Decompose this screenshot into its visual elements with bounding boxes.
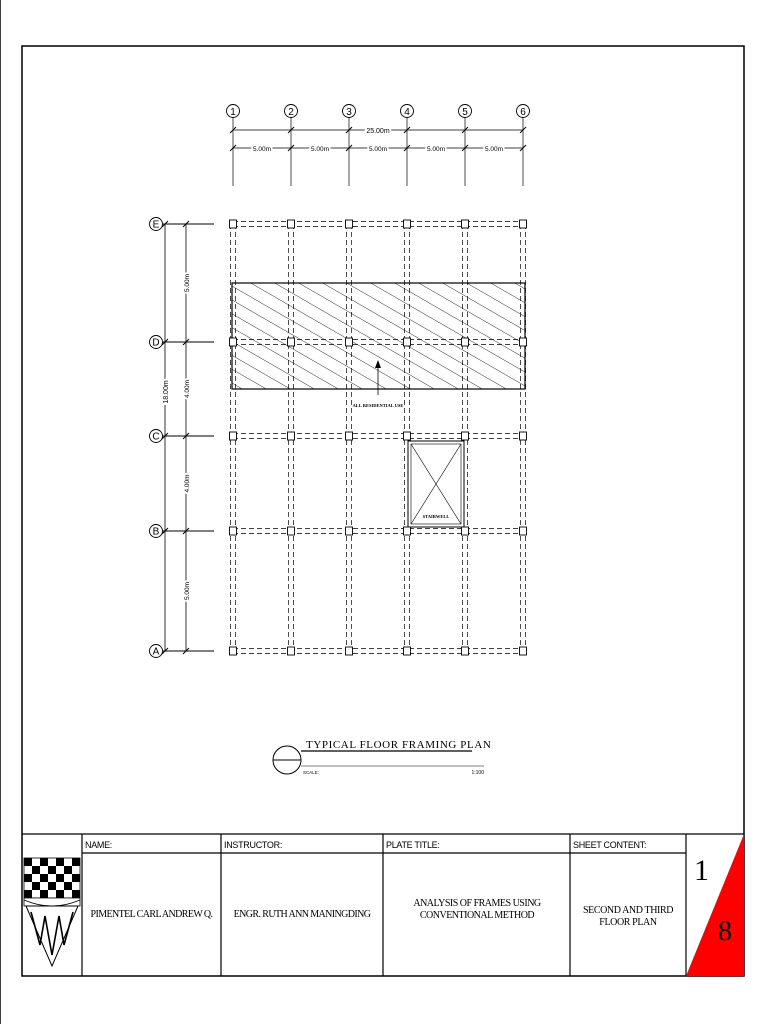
column-marker xyxy=(404,338,411,346)
plan-title: TYPICAL FLOOR FRAMING PLAN xyxy=(306,739,492,751)
row-label: B xyxy=(152,526,160,538)
plate-title-value: ANALYSIS OF FRAMES USING CONVENTIONAL METHOD xyxy=(413,898,541,921)
left-dimensions xyxy=(165,224,186,651)
row-label: C xyxy=(152,431,160,443)
bay-width-label: 5.00m xyxy=(310,146,330,153)
column-marker xyxy=(520,647,527,655)
stairwell-label: STAIRWELL xyxy=(422,514,450,519)
column-marker xyxy=(288,432,295,440)
column-marker xyxy=(520,338,527,346)
column-label: 4 xyxy=(404,107,410,118)
bay-depth-label: 5.00m xyxy=(184,273,191,293)
column-marker xyxy=(462,527,469,535)
residential-label: ALL RESIDENTIAL USE xyxy=(352,403,404,408)
column-marker xyxy=(230,432,237,440)
column-marker xyxy=(520,527,527,535)
column-label: 1 xyxy=(230,107,236,118)
column-marker xyxy=(462,338,469,346)
column-marker xyxy=(404,220,411,228)
column-marker xyxy=(230,527,237,535)
column-marker xyxy=(288,647,295,655)
row-label: E xyxy=(152,219,160,231)
plate-title-header: PLATE TITLE: xyxy=(386,840,440,850)
sheet-total: 8 xyxy=(718,916,732,947)
instructor-header: INSTRUCTOR: xyxy=(224,840,283,850)
name-header: NAME: xyxy=(85,840,113,850)
column-marker xyxy=(288,527,295,535)
column-marker xyxy=(230,338,237,346)
column-marker xyxy=(404,527,411,535)
column-marker xyxy=(288,220,295,228)
bay-depth-label: 5.00m xyxy=(184,581,191,601)
column-marker xyxy=(346,432,353,440)
bay-width-label: 5.00m xyxy=(368,146,388,153)
row-grid xyxy=(150,218,215,658)
column-marker xyxy=(346,527,353,535)
residential-slab-hatch xyxy=(232,283,525,389)
instructor-value: ENGR. RUTH ANN MANINGDING xyxy=(233,909,371,920)
column-marker xyxy=(288,338,295,346)
row-label: A xyxy=(152,646,160,658)
bay-width-label: 5.00m xyxy=(426,146,446,153)
column-marker xyxy=(520,432,527,440)
column-marker xyxy=(230,647,237,655)
bay-width-label: 5.00m xyxy=(252,146,272,153)
column-marker xyxy=(462,647,469,655)
name-value: PIMENTEL CARL ANDREW Q. xyxy=(90,909,213,920)
sheet-number: 1 xyxy=(694,854,709,887)
overall-depth-label: 18.00m xyxy=(163,380,170,404)
column-label: 6 xyxy=(520,107,526,118)
column-marker xyxy=(404,647,411,655)
bay-depth-label: 4.00m xyxy=(184,379,191,399)
column-marker xyxy=(462,432,469,440)
sheet-content-header: SHEET CONTENT: xyxy=(573,840,647,850)
scale-value: 1:100 xyxy=(471,770,484,776)
university-logo xyxy=(24,858,80,970)
column-marker xyxy=(230,220,237,228)
column-marker xyxy=(346,338,353,346)
sheet-content-value: SECOND AND THIRD FLOOR PLAN xyxy=(582,905,674,928)
column-marker xyxy=(462,220,469,228)
scale-label: SCALE: xyxy=(303,770,320,775)
row-label: D xyxy=(152,337,160,349)
column-marker xyxy=(404,432,411,440)
column-marker xyxy=(346,647,353,655)
bay-depth-label: 4.00m xyxy=(184,474,191,493)
bay-width-label: 5.00m xyxy=(484,146,504,153)
column-marker xyxy=(520,220,527,228)
column-marker xyxy=(346,220,353,228)
column-label: 3 xyxy=(346,107,352,118)
column-label: 5 xyxy=(462,107,468,118)
column-label: 2 xyxy=(288,107,294,118)
overall-width-label: 25.00m xyxy=(366,128,390,135)
